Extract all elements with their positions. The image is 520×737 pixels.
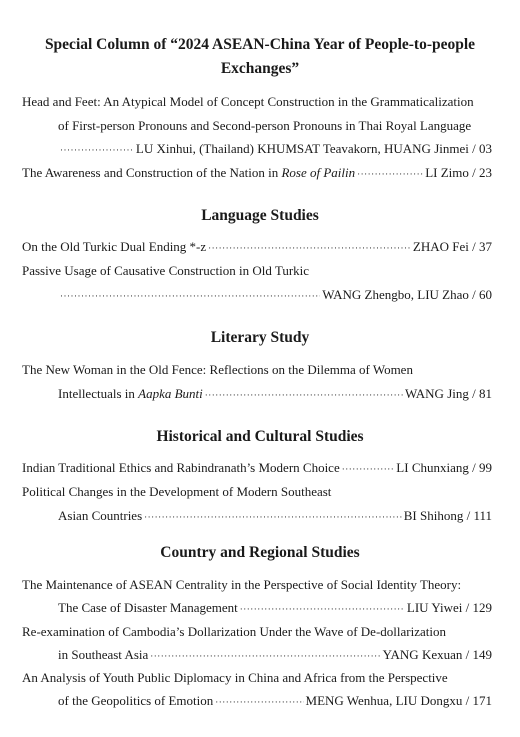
toc-entry[interactable] xyxy=(22,238,492,257)
section-title-language-studies: Language Studies xyxy=(201,207,319,224)
entry-title: Asian Countries xyxy=(58,508,143,523)
entry-page-number: 129 xyxy=(472,600,492,615)
toc-entry-leader-line[interactable] xyxy=(58,140,492,159)
section-title-line-2: Exchanges” xyxy=(220,60,300,77)
page-separator: / xyxy=(463,508,474,523)
page-separator: / xyxy=(468,386,479,401)
entry-title xyxy=(22,164,355,182)
toc-entry-leader-line[interactable] xyxy=(58,286,492,305)
entry-title-text: Intellectuals in xyxy=(58,386,139,401)
section-title-country-regional-studies: Country and Regional Studies xyxy=(160,544,360,561)
page-separator: / xyxy=(468,287,479,302)
entry-title xyxy=(58,385,203,403)
entry-title-italic: Rose of Pailin xyxy=(281,165,356,180)
toc-entry-title-line[interactable] xyxy=(22,669,492,687)
entry-page-number: 111 xyxy=(473,508,492,523)
entry-title: The Maintenance of ASEAN Centrality in the Perspective of Social Identity Theory: xyxy=(22,577,462,592)
entry-page-number: 81 xyxy=(479,386,492,401)
entry-authors: LIU Yiwei xyxy=(406,600,463,615)
page-separator: / xyxy=(468,141,479,156)
entry-title: The Case of Disaster Management xyxy=(58,600,238,615)
entry-authors: LI Chunxiang xyxy=(396,460,469,475)
toc-entry-title-line[interactable] xyxy=(22,483,492,501)
entry-authors-page xyxy=(425,164,492,182)
toc-entry-leader-line[interactable] xyxy=(58,692,492,711)
entry-authors: MENG Wenhua, LIU Dongxu xyxy=(305,693,463,708)
entry-page-number: 37 xyxy=(479,239,492,254)
entry-authors: ZHAO Fei xyxy=(412,239,469,254)
dot-leader xyxy=(150,646,380,665)
entry-title: of the Geopolitics of Emotion xyxy=(58,693,214,708)
entry-page-number: 149 xyxy=(472,647,492,662)
entry-page-number: 99 xyxy=(479,460,492,475)
dot-leader xyxy=(215,692,303,711)
entry-title: Passive Usage of Causative Construction in Old Turkic xyxy=(22,263,310,278)
entry-title: On the Old Turkic Dual Ending *-z xyxy=(22,239,207,254)
entry-authors: BI Shihong xyxy=(403,508,464,523)
toc-entry-leader-line[interactable] xyxy=(58,599,492,618)
entry-authors: LU Xinhui, (Thailand) KHUMSAT Teavakorn, HUANG Jinmei xyxy=(135,141,469,156)
dot-leader xyxy=(60,286,320,305)
entry-page-number: 23 xyxy=(479,165,492,180)
page-separator: / xyxy=(468,165,479,180)
entry-authors-page xyxy=(136,140,492,158)
entry-title: of First-person Pronouns and Second-person Pronouns in Thai Royal Language xyxy=(58,118,472,133)
entry-title: The New Woman in the Old Fence: Reflections on the Dilemma of Women xyxy=(22,362,413,377)
entry-title: Head and Feet: An Atypical Model of Concept Construction in the Grammaticalization xyxy=(22,94,474,109)
entry-authors: YANG Kexuan xyxy=(382,647,463,662)
toc-entry-leader-line[interactable] xyxy=(58,385,492,404)
entry-authors-page xyxy=(407,599,492,617)
entry-authors: WANG Zhengbo, LIU Zhao xyxy=(322,287,469,302)
dot-leader xyxy=(357,164,423,183)
entry-title: Political Changes in the Development of Modern Southeast xyxy=(22,484,332,499)
entry-title: Re-examination of Cambodia’s Dollarization Under the Wave of De-dollarization xyxy=(22,624,446,639)
dot-leader xyxy=(342,459,395,478)
page-separator: / xyxy=(462,693,473,708)
toc-entry-title-line[interactable] xyxy=(58,117,492,135)
entry-authors: LI Zimo xyxy=(425,165,469,180)
toc-entry-title-line[interactable] xyxy=(22,262,492,280)
entry-authors-page xyxy=(396,459,492,477)
toc-entry-leader-line[interactable] xyxy=(58,646,492,665)
page-separator: / xyxy=(468,460,479,475)
entry-title: in Southeast Asia xyxy=(58,647,149,662)
section-title-historical-cultural-studies: Historical and Cultural Studies xyxy=(156,428,364,445)
entry-title-italic: Aapka Bunti xyxy=(138,386,203,401)
toc-entry[interactable] xyxy=(22,164,492,183)
entry-authors: WANG Jing xyxy=(404,386,469,401)
dot-leader xyxy=(144,507,402,526)
toc-entry[interactable] xyxy=(22,459,492,478)
entry-authors-page xyxy=(383,646,492,664)
entry-title-text: The Awareness and Construction of the Nation in xyxy=(22,165,282,180)
entry-authors-page xyxy=(322,286,492,304)
dot-leader xyxy=(240,599,405,618)
toc-entry-title-line[interactable] xyxy=(22,576,492,594)
entry-page-number: 60 xyxy=(479,287,492,302)
toc-entry-title-line[interactable] xyxy=(22,93,492,111)
entry-page-number: 171 xyxy=(472,693,492,708)
toc-entry-title-line[interactable] xyxy=(22,361,492,379)
entry-authors-page xyxy=(404,507,492,525)
dot-leader xyxy=(208,238,411,257)
dot-leader xyxy=(205,385,403,404)
page-separator: / xyxy=(462,647,473,662)
section-title-special-column xyxy=(20,33,500,81)
entry-authors-page xyxy=(405,385,492,403)
dot-leader xyxy=(60,140,134,159)
toc-entry-leader-line[interactable] xyxy=(58,507,492,526)
section-title-line-1: Special Column of “2024 ASEAN-China Year of People-to-people xyxy=(44,36,476,53)
page-separator: / xyxy=(468,239,479,254)
entry-title: Indian Traditional Ethics and Rabindranath’s Modern Choice xyxy=(22,460,340,475)
toc-entry-title-line[interactable] xyxy=(22,623,492,641)
entry-title: An Analysis of Youth Public Diplomacy in China and Africa from the Perspective xyxy=(22,670,448,685)
section-title-literary-study: Literary Study xyxy=(210,329,310,346)
entry-authors-page xyxy=(306,692,492,710)
entry-authors-page xyxy=(413,238,492,256)
page-separator: / xyxy=(462,600,473,615)
entry-page-number: 03 xyxy=(479,141,492,156)
